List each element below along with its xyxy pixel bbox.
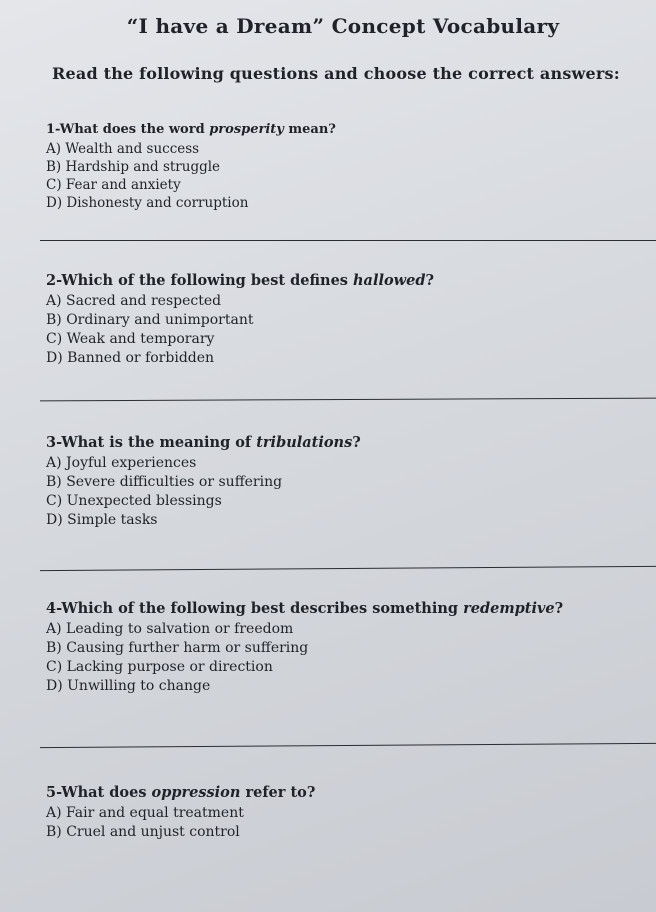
question-4-suffix: ? [554, 600, 564, 617]
question-1-prefix: 1-What does the word [46, 122, 210, 137]
question-2-options [38, 292, 638, 368]
question-1-options [38, 140, 638, 212]
option-c: C) Fear and anxiety [46, 177, 181, 193]
question-4-prefix: 4-Which of the following best describes something [46, 600, 464, 617]
question-5 [38, 784, 638, 842]
option-c: C) Lacking purpose or direction [46, 659, 273, 675]
question-2-text [46, 272, 638, 289]
option-a: A) Wealth and success [46, 141, 200, 157]
option-b: B) Cruel and unjust control [46, 824, 240, 840]
answer-line-3 [40, 566, 656, 571]
option-d: D) Banned or forbidden [46, 350, 215, 366]
option-a: A) Leading to salvation or freedom [46, 621, 294, 637]
option-a: A) Fair and equal treatment [46, 805, 244, 821]
worksheet-title: “I have a Dream” Concept Vocabulary [126, 14, 560, 38]
question-2-suffix: ? [425, 272, 434, 289]
question-5-options [38, 804, 638, 842]
question-4-text [46, 600, 638, 617]
question-2-term: hallowed [353, 272, 426, 289]
question-2-prefix: 2-Which of the following best defines [46, 272, 354, 289]
question-4 [38, 600, 638, 696]
option-c: C) Weak and temporary [46, 331, 215, 347]
question-3-text [46, 434, 638, 451]
option-b: B) Causing further harm or suffering [46, 640, 309, 656]
question-2 [38, 272, 638, 368]
question-4-options [38, 620, 638, 696]
option-b: B) Hardship and struggle [46, 159, 221, 175]
question-5-term: oppression [151, 784, 241, 801]
option-d: D) Simple tasks [46, 512, 158, 528]
answer-line-2 [40, 398, 656, 402]
question-3-suffix: ? [352, 434, 361, 451]
option-c: C) Unexpected blessings [46, 493, 222, 509]
option-a: A) Sacred and respected [46, 293, 222, 309]
instructions-text: Read the following questions and choose the correct answers: [52, 64, 620, 83]
question-5-prefix: 5-What does [46, 784, 152, 801]
option-b: B) Severe difficulties or suffering [46, 474, 283, 490]
question-3-term: tribulations [256, 434, 353, 451]
question-1-suffix: mean? [283, 122, 336, 137]
question-5-text [46, 784, 638, 801]
question-3-options [38, 454, 638, 530]
question-1-term: prosperity [209, 122, 284, 137]
question-3-prefix: 3-What is the meaning of [46, 434, 257, 451]
question-1-text [46, 122, 638, 137]
answer-line-4 [40, 743, 656, 748]
question-3 [38, 434, 638, 530]
question-4-term: redemptive [463, 600, 555, 617]
option-d: D) Dishonesty and corruption [46, 195, 249, 211]
option-b: B) Ordinary and unimportant [46, 312, 254, 328]
question-1 [38, 122, 638, 212]
question-5-suffix: refer to? [240, 784, 316, 801]
answer-line-1 [40, 240, 656, 241]
option-a: A) Joyful experiences [46, 455, 197, 471]
option-d: D) Unwilling to change [46, 678, 211, 694]
